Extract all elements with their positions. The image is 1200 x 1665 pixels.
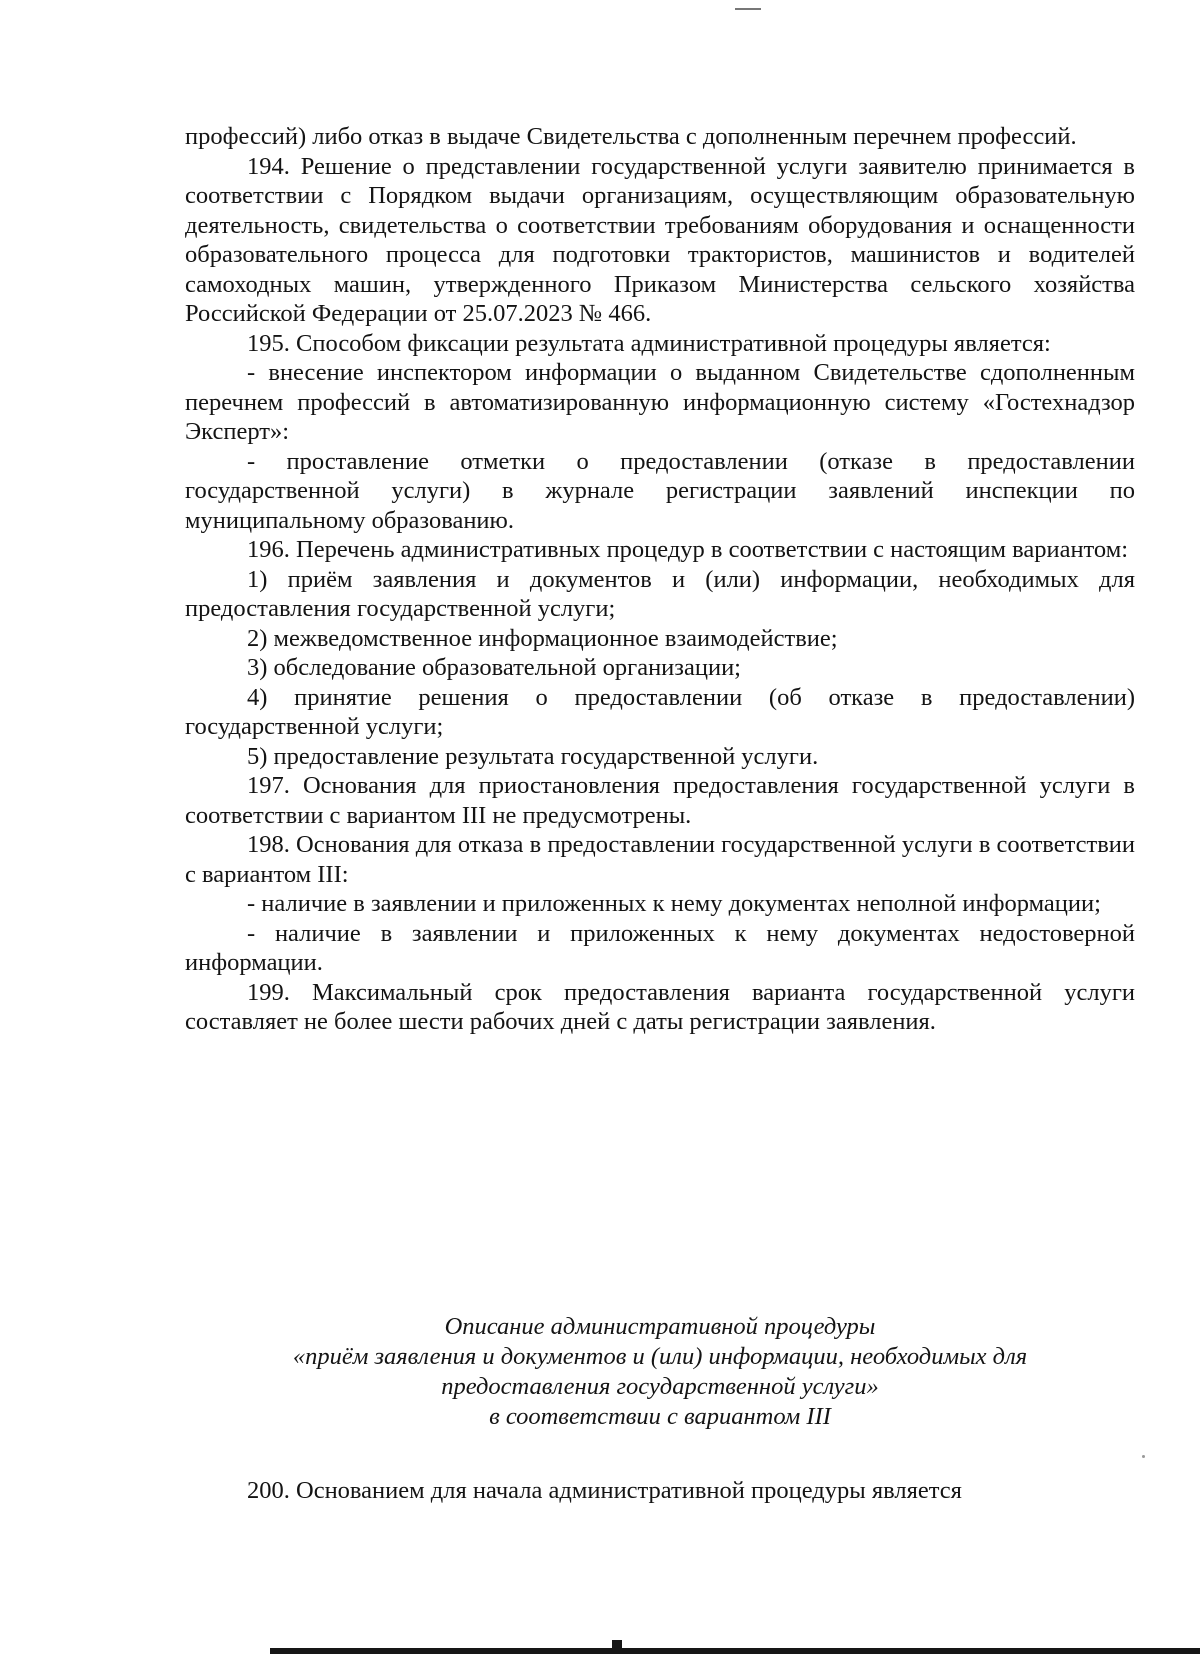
paragraph-198: 198. Основания для отказа в предоставлении государственной услуги в соответствии с вариантом III: [185,831,1135,888]
scan-artifact-dot [1142,1455,1145,1458]
list-item-procedure-3: 3) обследование образовательной организации; [247,654,741,681]
paragraph-195: 195. Способом фиксации результата административной процедуры является: [247,329,1051,357]
paragraph-197: 197. Основания для приостановления предоставления государственной услуги в соответствии с вариантом III не предусмотрены. [185,772,1135,829]
paragraph-199: 199. Максимальный срок предоставления варианта государственной услуги составляет не более шести рабочих дней с даты регистрации заявления. [185,978,1135,1035]
list-item-procedure-4: 4) принятие решения о предоставлении (об отказе в предоставлении) государственной услуги; [185,683,1135,740]
paragraph-194: 194. Решение о представлении государственной услуги заявителю принимается в соответствии с Порядком выдачи организациям, осуществляющим образовательную деятельность, свидетельства о соответствии требованиям оборудования и оснащенности образовательного процесса для подготовки трактористов, машинистов и водителей самоходных машин, утвержденного Приказом Министерства сельского хозяйства Российской Федерации от 25.07.2023 № 466. [185,152,1135,327]
heading-line-2: «приём заявления и документов и (или) информации, необходимых для [292,1343,1028,1370]
list-item-procedure-5: 5) предоставление результата государственной услуги. [247,742,819,770]
paragraph-196: 196. Перечень административных процедур в соответствии с настоящим вариантом: [247,536,1129,563]
paragraph-195-item-2: - проставление отметки о предоставлении (отказе в предоставлении государственной услуги) в журнале регистрации заявлений инспекции по муниципальному образованию. [185,447,1135,534]
paragraph-200: 200. Основанием для начала административной процедуры является [247,1477,962,1504]
heading-line-1: Описание административной процедуры [444,1313,876,1340]
document-body-continued [185,1476,1135,1506]
document-body [185,122,1135,1037]
heading-line-4: в соответствии с вариантом III [489,1403,831,1430]
scan-artifact-edge [270,1648,1200,1654]
paragraph-198-item-1: - наличие в заявлении и приложенных к нему документах неполной информации; [247,890,1101,917]
paragraph-195-item-1: - внесение инспектором информации о выданном Свидетельстве сдополненным перечнем профессий в автоматизированную информационную систему «Гостехнадзор Эксперт»: [185,359,1135,445]
list-item-procedure-2: 2) межведомственное информационное взаимодействие; [247,624,838,652]
paragraph-198-item-2: - наличие в заявлении и приложенных к нему документах недостоверной информации. [185,919,1135,976]
paragraph-continuation: профессий) либо отказ в выдаче Свидетельства с дополненным перечнем профессий. [185,123,1077,150]
section-heading [185,1312,1135,1432]
scan-artifact-dash [735,8,761,10]
heading-line-3: предоставления государственной услуги» [441,1373,879,1400]
list-item-procedure-1: 1) приём заявления и документов и (или) информации, необходимых для предоставления государственной услуги; [185,565,1135,622]
